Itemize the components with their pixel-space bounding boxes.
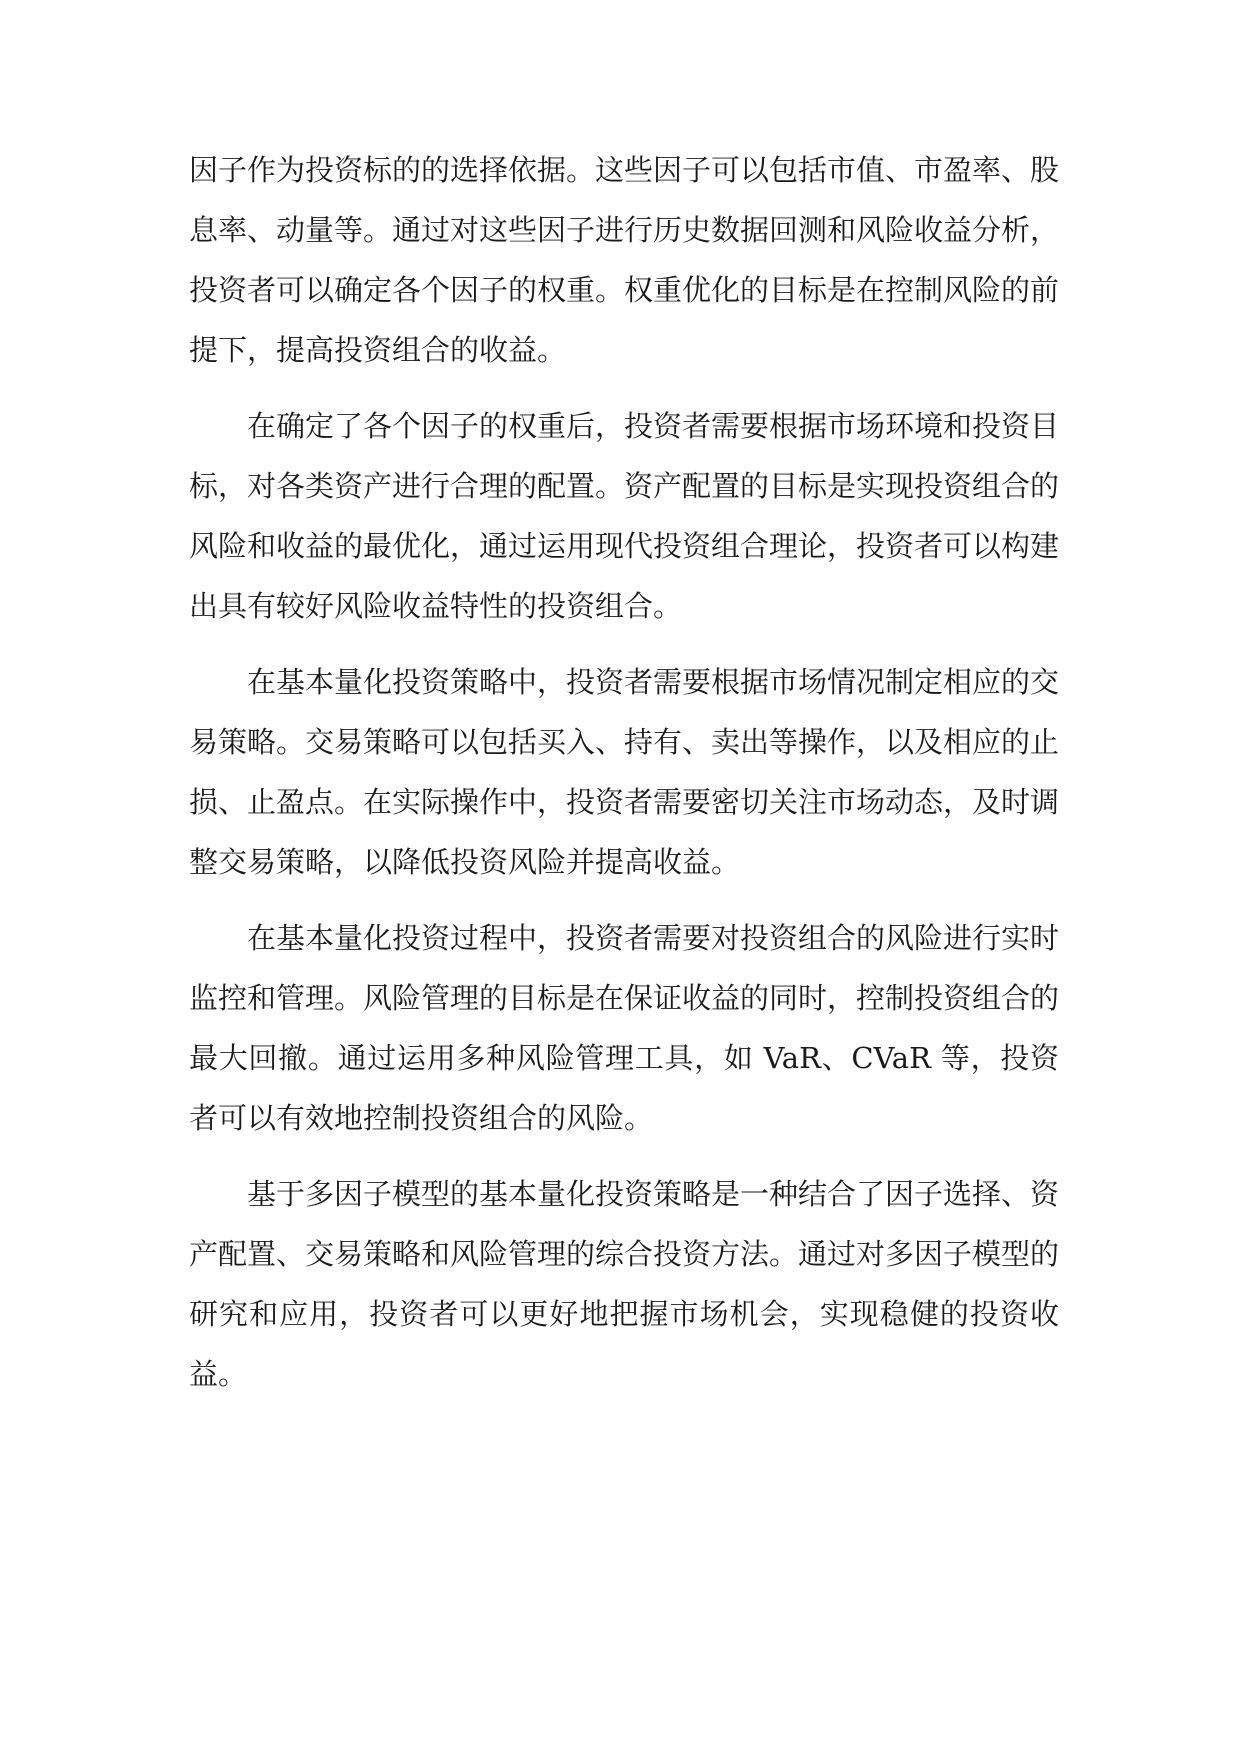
paragraph-conclusion: 基于多因子模型的基本量化投资策略是一种结合了因子选择、资产配置、交易策略和风险管理的综合投资方法。通过对多因子模型的研究和应用，投资者可以更好地把握市场机会，实现稳健的投资收益。 xyxy=(189,1177,1060,1391)
paragraph-asset-allocation: 在确定了各个因子的权重后，投资者需要根据市场环境和投资目标，对各类资产进行合理的配置。资产配置的目标是实现投资组合的风险和收益的最优化，通过运用现代投资组合理论，投资者可以构建出具有较好风险收益特性的投资组合。 xyxy=(189,409,1060,623)
paragraph-continuation: 因子作为投资标的的选择依据。这些因子可以包括市值、市盈率、股息率、动量等。通过对这些因子进行历史数据回测和风险收益分析，投资者可以确定各个因子的权重。权重优化的目标是在控制风险的前提下，提高投资组合的收益。 xyxy=(189,153,1060,367)
paragraph-risk-management: 在基本量化投资过程中，投资者需要对投资组合的风险进行实时监控和管理。风险管理的目标是在保证收益的同时，控制投资组合的最大回撤。通过运用多种风险管理工具，如 VaR、CVaR 等，投资者可以有效地控制投资组合的风险。 xyxy=(189,921,1060,1135)
document-body xyxy=(189,140,1059,1404)
paragraph-trading-strategy: 在基本量化投资策略中，投资者需要根据市场情况制定相应的交易策略。交易策略可以包括买入、持有、卖出等操作，以及相应的止损、止盈点。在实际操作中，投资者需要密切关注市场动态，及时调整交易策略，以降低投资风险并提高收益。 xyxy=(189,665,1060,879)
